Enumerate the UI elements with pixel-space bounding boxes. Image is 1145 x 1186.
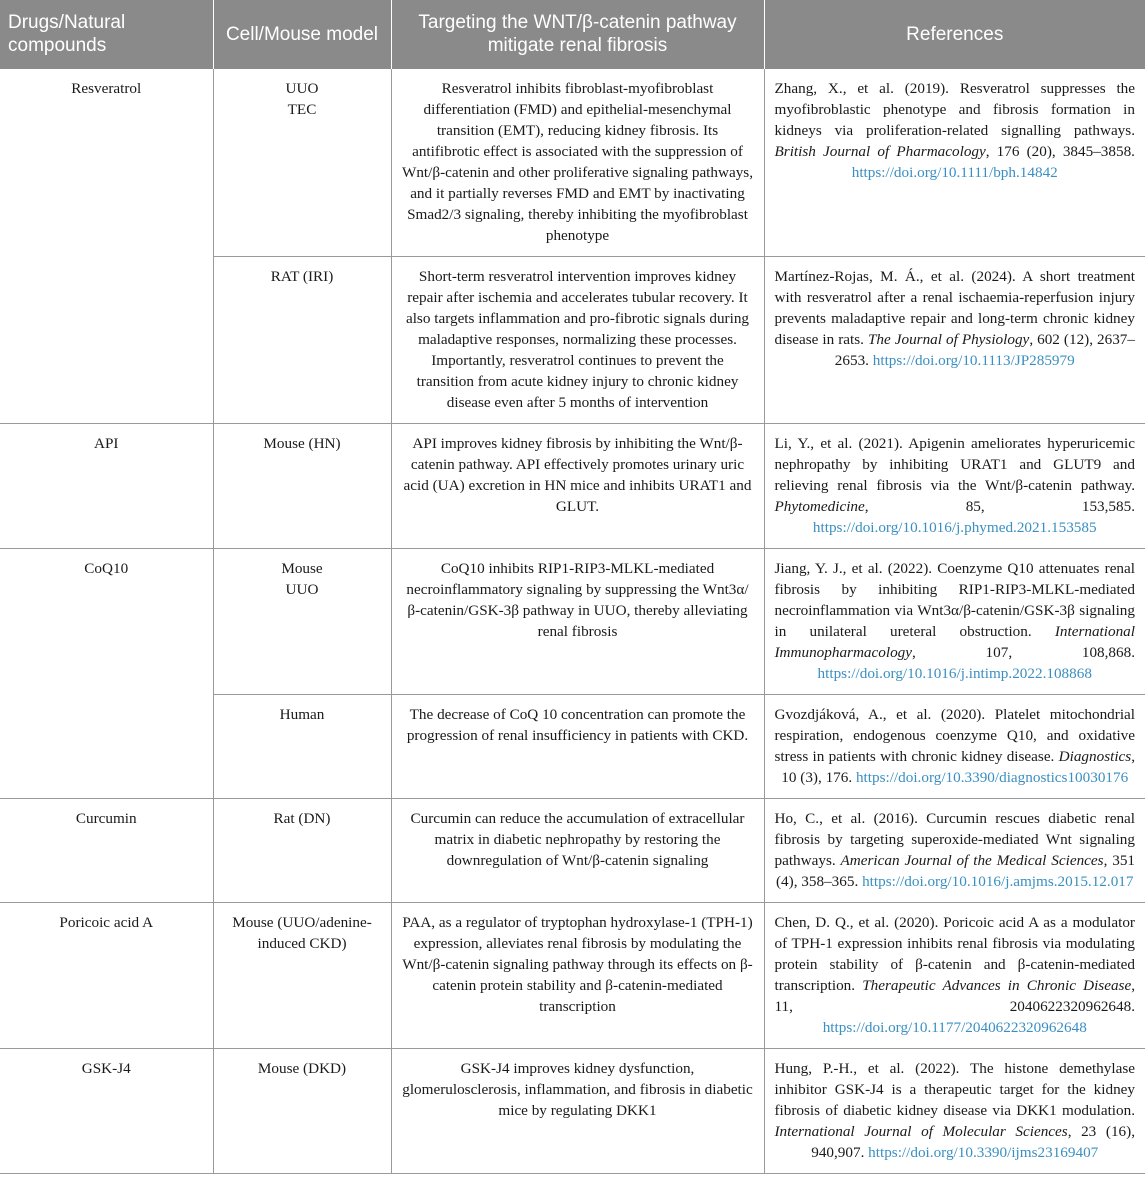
doi-link[interactable]: https://doi.org/10.1016/j.amjms.2015.12.017 bbox=[862, 873, 1134, 890]
reference-details: , 107, 108,868. bbox=[912, 644, 1135, 661]
mechanism-cell: PAA, as a regulator of tryptophan hydroxylase-1 (TPH-1) expression, alleviates renal fibrosis by modulating the Wnt/β-catenin signaling pathway through its effects on β-catenin protein stability and β-catenin-mediated transcription bbox=[391, 903, 764, 1049]
reference-cell bbox=[764, 695, 1145, 799]
header-drug: Drugs/Natural compounds bbox=[0, 0, 213, 69]
doi-link[interactable]: https://doi.org/10.1111/bph.14842 bbox=[851, 164, 1058, 181]
doi-link[interactable]: https://doi.org/10.1016/j.phymed.2021.153585 bbox=[812, 519, 1097, 536]
table-row bbox=[0, 799, 1145, 903]
reference-text: Chen, D. Q., et al. (2020). Poricoic acid A as a modulator of TPH-1 expression inhibits renal fibrosis via modulating protein stability of β-catenin and β-catenin-mediated transcription. bbox=[774, 914, 1135, 994]
journal-name: American Journal of the Medical Sciences bbox=[840, 852, 1104, 869]
journal-name: Diagnostics bbox=[1058, 748, 1132, 765]
journal-name: International Immunopharmacology bbox=[774, 623, 1135, 661]
doi-link[interactable]: https://doi.org/10.1177/2040622320962648 bbox=[822, 1019, 1087, 1036]
reference-text: Jiang, Y. J., et al. (2022). Coenzyme Q10 attenuates renal fibrosis by inhibiting RIP1-RIP3-MLKL-mediated necroinflammation via Wnt3α/β-catenin/GSK-3β signaling in unilateral ureteral obstruction. bbox=[774, 560, 1135, 640]
reference-details: , 351 (4), 358–365. bbox=[776, 852, 1136, 890]
journal-name: Therapeutic Advances in Chronic Disease bbox=[862, 977, 1132, 994]
model-line: Mouse (UUO/adenine-induced CKD) bbox=[232, 914, 372, 952]
journal-name: Phytomedicine bbox=[774, 498, 865, 515]
drug-cell: GSK-J4 bbox=[0, 1049, 213, 1174]
table-row bbox=[0, 549, 1145, 695]
reference-cell bbox=[764, 1049, 1145, 1174]
mechanism-cell: Short-term resveratrol intervention improves kidney repair after ischemia and accelerates tubular recovery. It also targets inflammation and pro-fibrotic signals during maladaptive responses, normalizing these processes. Importantly, resveratrol continues to prevent the transition from acute kidney injury to chronic kidney disease even after 5 months of intervention bbox=[391, 257, 764, 424]
mechanism-cell: CoQ10 inhibits RIP1-RIP3-MLKL-mediated necroinflammatory signaling by suppressing the Wnt3α/β-catenin/GSK-3β pathway in UUO, thereby alleviating renal fibrosis bbox=[391, 549, 764, 695]
reference-details: , 10 (3), 176. bbox=[781, 748, 1135, 786]
model-line: RAT (IRI) bbox=[270, 268, 334, 285]
drug-cell: Curcumin bbox=[0, 799, 213, 903]
reference-details: , 23 (16), 940,907. bbox=[811, 1123, 1135, 1161]
model-cell bbox=[213, 1049, 391, 1174]
model-cell bbox=[213, 69, 391, 257]
journal-name: International Journal of Molecular Sciences bbox=[774, 1123, 1068, 1140]
reference-cell bbox=[764, 549, 1145, 695]
mechanism-cell: Resveratrol inhibits fibroblast-myofibroblast differentiation (FMD) and epithelial-mesenchymal transition (EMT), reducing kidney fibrosis. Its antifibrotic effect is associated with the suppression of Wnt/β-catenin and other proliferative signaling pathways, and it partially reverses FMD and EMT by inactivating Smad2/3 signaling, thereby inhibiting the myofibroblast phenotype bbox=[391, 69, 764, 257]
drug-cell: CoQ10 bbox=[0, 549, 213, 799]
model-cell bbox=[213, 424, 391, 549]
reference-details: , 11, 2040622320962648. bbox=[774, 977, 1135, 1015]
doi-link[interactable]: https://doi.org/10.1113/JP285979 bbox=[872, 352, 1075, 369]
model-line: TEC bbox=[287, 101, 317, 118]
model-line: Mouse (DKD) bbox=[257, 1060, 347, 1077]
journal-name: The Journal of Physiology bbox=[867, 331, 1030, 348]
doi-link[interactable]: https://doi.org/10.3390/ijms23169407 bbox=[868, 1144, 1099, 1161]
reference-text: Gvozdjáková, A., et al. (2020). Platelet mitochondrial respiration, endogenous coenzyme Q10, and oxidative stress in patients with chronic kidney disease. bbox=[774, 706, 1135, 765]
table-row bbox=[0, 903, 1145, 1049]
model-cell bbox=[213, 903, 391, 1049]
model-cell bbox=[213, 549, 391, 695]
table-row bbox=[0, 1049, 1145, 1174]
model-cell bbox=[213, 799, 391, 903]
model-line: Human bbox=[279, 706, 325, 723]
table-row bbox=[0, 69, 1145, 257]
header-target: Targeting the WNT/β-catenin pathway mitigate renal fibrosis bbox=[391, 0, 764, 69]
reference-details: , 85, 153,585. bbox=[864, 498, 1135, 515]
reference-text: Hung, P.-H., et al. (2022). The histone demethylase inhibitor GSK-J4 is a therapeutic target for the kidney fibrosis of diabetic kidney disease via DKK1 modulation. bbox=[774, 1060, 1135, 1119]
model-line: UUO bbox=[285, 80, 319, 97]
journal-name: British Journal of Pharmacology bbox=[774, 143, 986, 160]
model-cell bbox=[213, 257, 391, 424]
model-line: Mouse (HN) bbox=[263, 435, 341, 452]
table-body bbox=[0, 69, 1145, 1174]
mechanism-cell: GSK-J4 improves kidney dysfunction, glomerulosclerosis, inflammation, and fibrosis in diabetic mice by regulating DKK1 bbox=[391, 1049, 764, 1174]
doi-link[interactable]: https://doi.org/10.3390/diagnostics10030176 bbox=[855, 769, 1129, 786]
table-header bbox=[0, 0, 1145, 69]
drug-cell: Poricoic acid A bbox=[0, 903, 213, 1049]
reference-text: Li, Y., et al. (2021). Apigenin ameliorates hyperuricemic nephropathy by inhibiting URAT1 and GLUT9 and relieving renal fibrosis via the Wnt/β-catenin pathway. bbox=[774, 435, 1135, 494]
reference-cell bbox=[764, 69, 1145, 257]
reference-cell bbox=[764, 257, 1145, 424]
reference-cell bbox=[764, 424, 1145, 549]
reference-text: Ho, C., et al. (2016). Curcumin rescues diabetic renal fibrosis by targeting superoxide-mediated Wnt signaling pathways. bbox=[774, 810, 1135, 869]
drug-cell: Resveratrol bbox=[0, 69, 213, 424]
reference-cell bbox=[764, 799, 1145, 903]
doi-link[interactable]: https://doi.org/10.1016/j.intimp.2022.108868 bbox=[817, 665, 1092, 682]
mechanism-cell: The decrease of CoQ 10 concentration can promote the progression of renal insufficiency in patients with CKD. bbox=[391, 695, 764, 799]
table-row bbox=[0, 424, 1145, 549]
reference-details: , 176 (20), 3845–3858. bbox=[985, 143, 1135, 160]
reference-cell bbox=[764, 903, 1145, 1049]
mechanism-cell: Curcumin can reduce the accumulation of extracellular matrix in diabetic nephropathy by restoring the downregulation of Wnt/β-catenin signaling bbox=[391, 799, 764, 903]
model-line: Mouse bbox=[281, 560, 323, 577]
drug-cell: API bbox=[0, 424, 213, 549]
model-line: Rat (DN) bbox=[273, 810, 331, 827]
header-model: Cell/Mouse model bbox=[213, 0, 391, 69]
reference-text: Martínez-Rojas, M. Á., et al. (2024). A short treatment with resveratrol after a renal ischaemia-reperfusion injury prevents maladaptive repair and long-term chronic kidney disease in rats. bbox=[774, 268, 1135, 348]
mechanism-cell: API improves kidney fibrosis by inhibiting the Wnt/β-catenin pathway. API effectively promotes urinary uric acid (UA) excretion in HN mice and inhibits URAT1 and GLUT. bbox=[391, 424, 764, 549]
model-line: UUO bbox=[285, 581, 319, 598]
reference-text: Zhang, X., et al. (2019). Resveratrol suppresses the myofibroblastic phenotype and fibrosis formation in kidneys via proliferation-related signalling pathways. bbox=[774, 80, 1135, 139]
header-references: References bbox=[764, 0, 1145, 69]
reference-details: , 602 (12), 2637–2653. bbox=[834, 331, 1135, 369]
model-cell bbox=[213, 695, 391, 799]
